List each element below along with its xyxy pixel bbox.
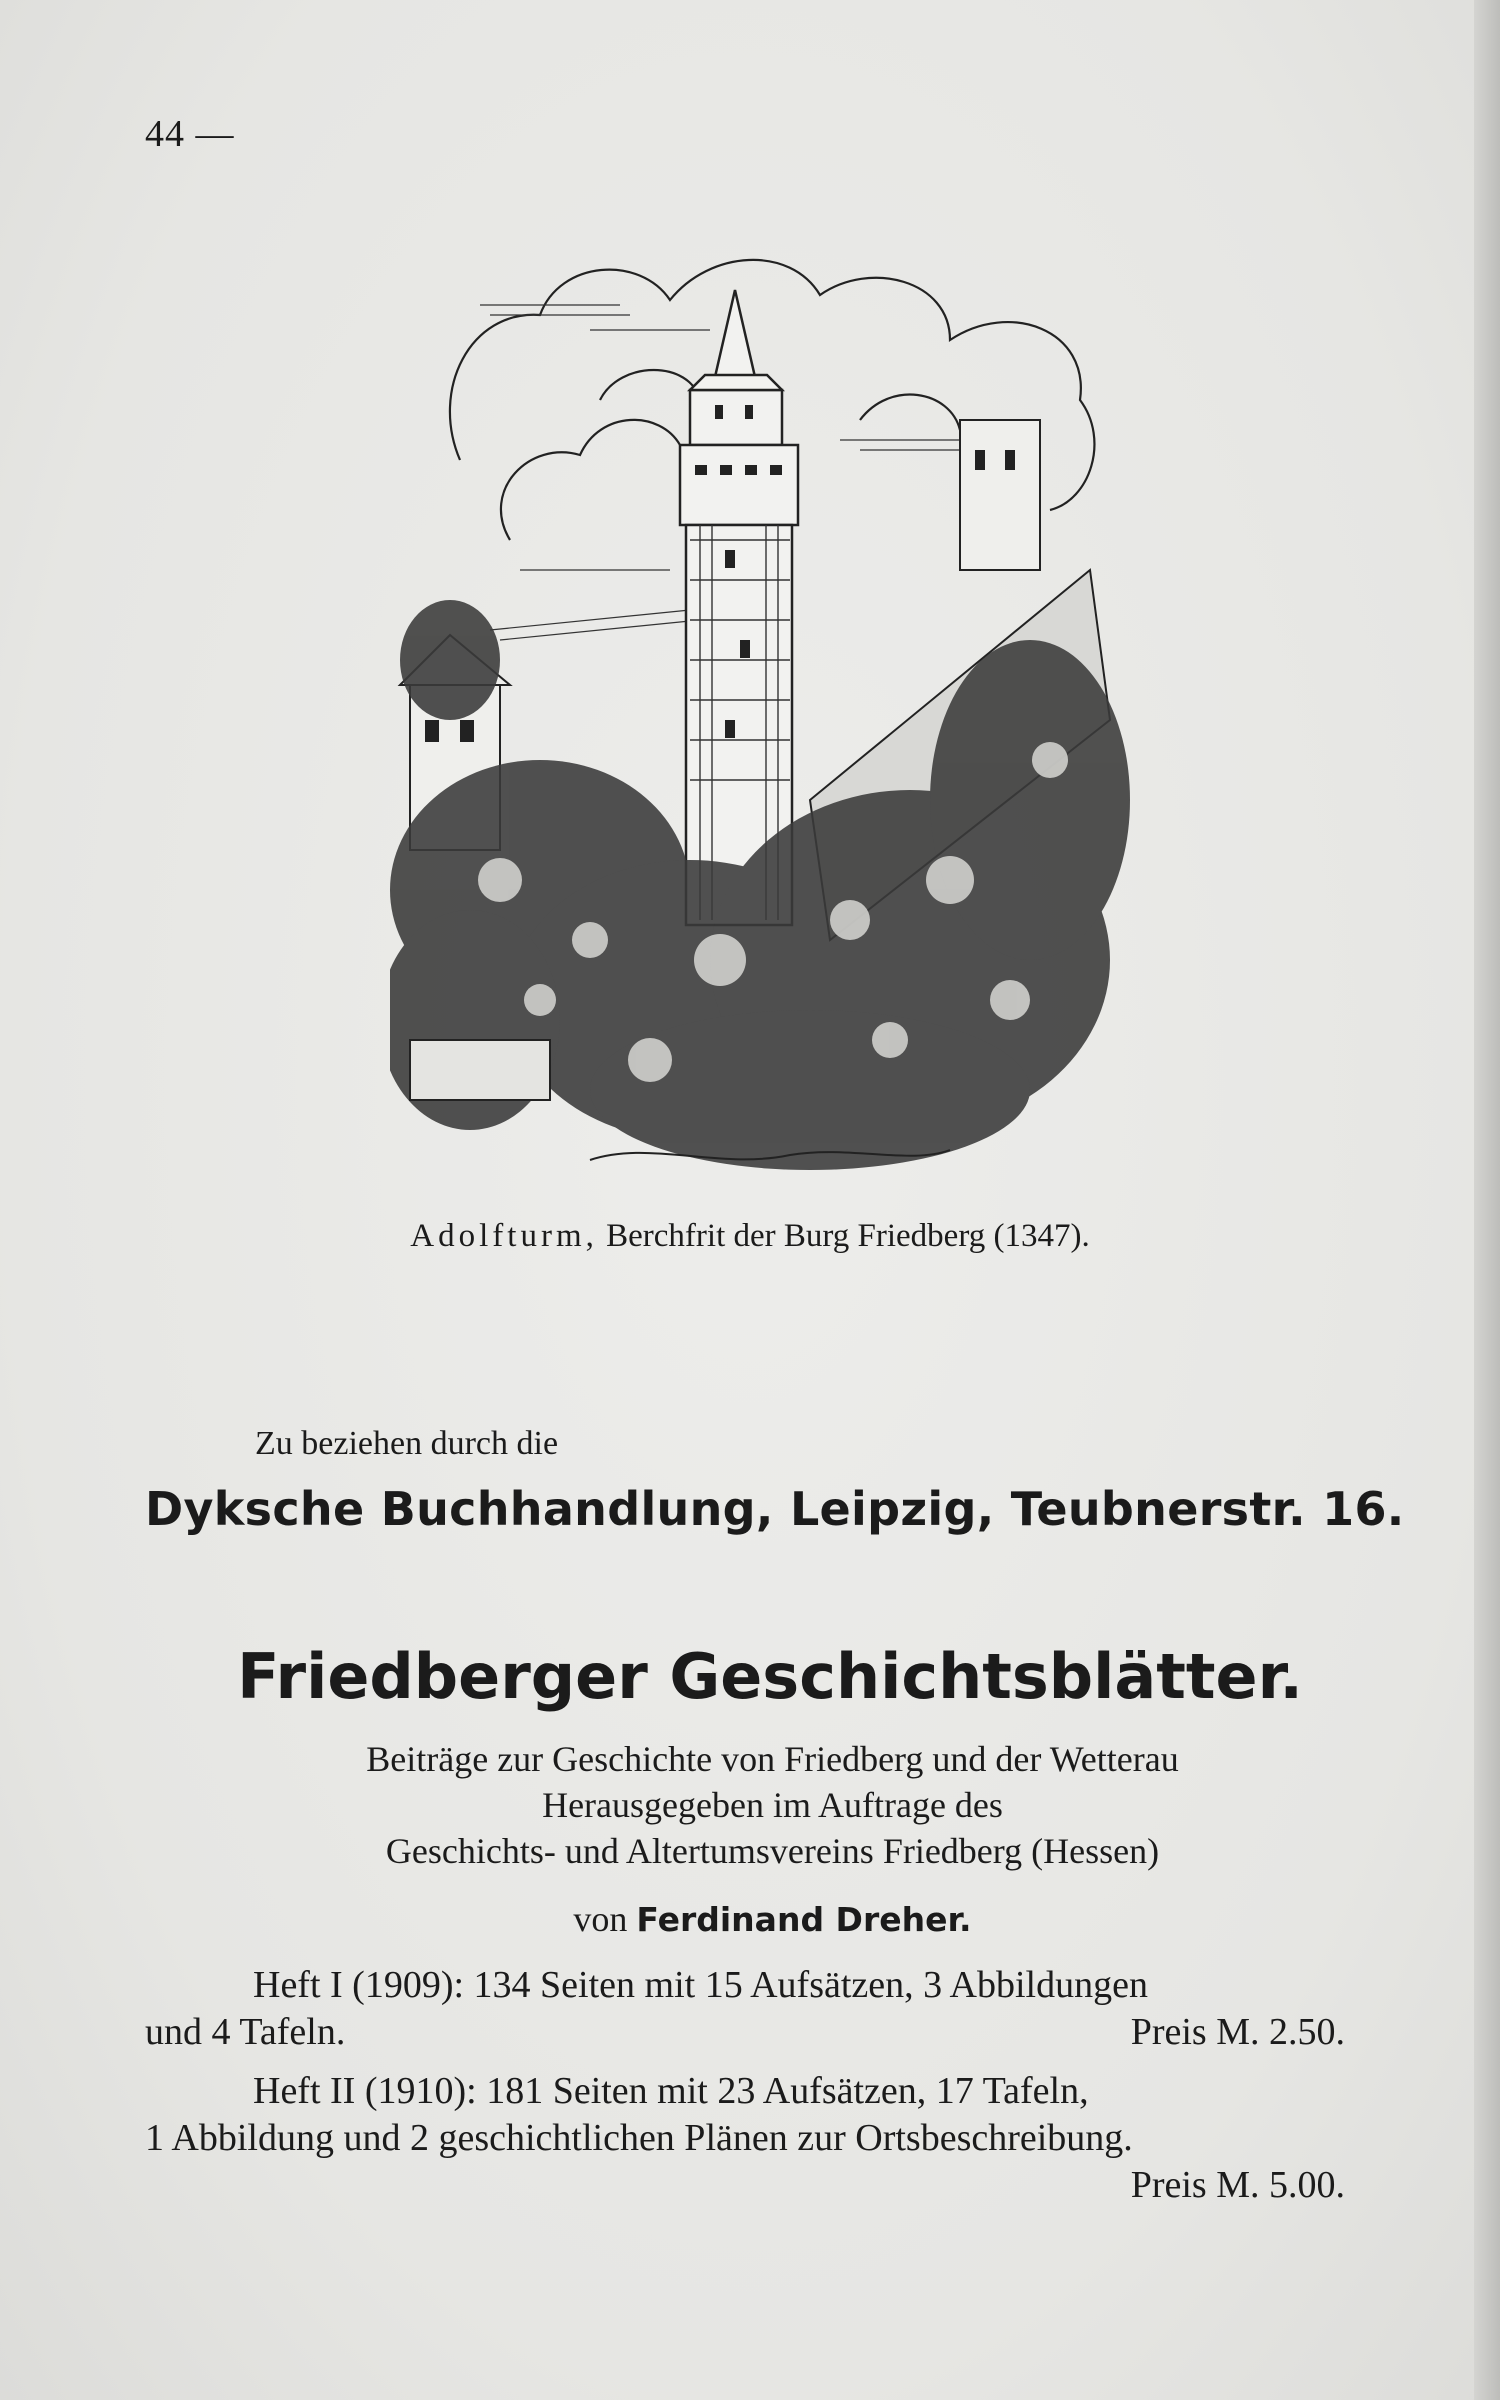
issue-price: Preis M. 5.00. (1130, 2164, 1345, 2206)
journal-title: Friedberger Geschichtsblätter. (237, 1640, 1303, 1713)
caption-description: Berchfrit der Burg Friedberg (1347). (606, 1218, 1090, 1254)
issue-price: Preis M. 2.50. (1130, 2011, 1345, 2053)
journal-society: Geschichts- und Altertumsvereins Friedberg (Hessen) (385, 1831, 1160, 1871)
order-intro: Zu beziehen durch die (255, 1425, 559, 1462)
issue-description: Heft I (1909): 134 Seiten mit 15 Aufsätzen, 3 Abbildungen (253, 1964, 1148, 2006)
caption-title: Adolfturm, (410, 1218, 598, 1254)
page-number: 44 — (145, 113, 235, 155)
adolfturm-illustration (390, 240, 1140, 1190)
illustration-caption (0, 1218, 1500, 1255)
bookseller-address: Dyksche Buchhandlung, Leipzig, Teubnerstr. 16. (145, 1482, 1405, 1536)
journal-subtitle: Beiträge zur Geschichte von Friedberg und der Wetterau (366, 1739, 1179, 1779)
journal-published-by: Herausgegeben im Auftrage des (542, 1785, 1003, 1825)
issue-extent: und 4 Tafeln. (145, 2011, 346, 2053)
issue-entry (145, 2068, 1395, 2209)
page-gutter (1474, 0, 1500, 2400)
issue-extent: 1 Abbildung und 2 geschichtlichen Plänen zur Ortsbeschreibung. (145, 2117, 1133, 2159)
journal-editor (0, 1898, 1500, 1940)
editor-prefix: von (573, 1899, 628, 1939)
issue-description: Heft II (1910): 181 Seiten mit 23 Aufsätzen, 17 Tafeln, (253, 2070, 1089, 2112)
issue-entry (145, 1962, 1395, 2056)
editor-name: Ferdinand Dreher. (636, 1900, 972, 1939)
issue-details-row (145, 2009, 1395, 2056)
